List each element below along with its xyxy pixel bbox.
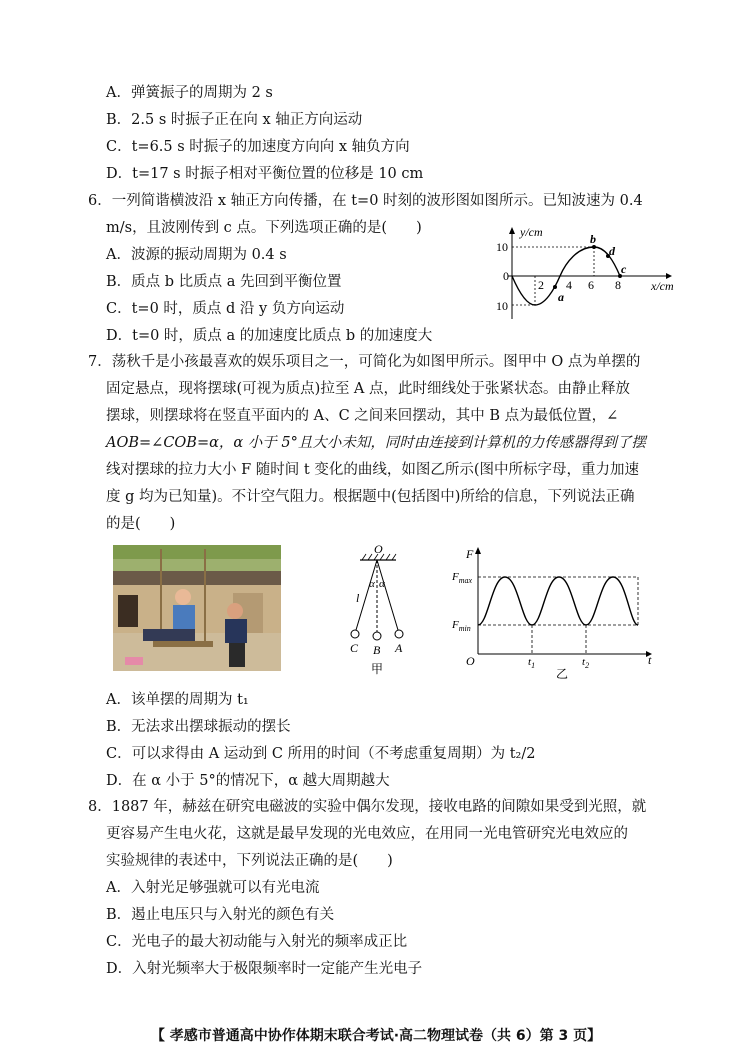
angle-alpha-right: α (379, 578, 385, 590)
q8-option-a: A．入射光足够强就可以有光电流 (106, 880, 320, 896)
q6-x-tick-4: 4 (566, 278, 572, 292)
q6-option-c: C．t=0 时，质点 d 沿 y 负方向运动 (106, 301, 345, 317)
q6-point-b: b (590, 232, 596, 246)
q8-option-c: C．光电子的最大初动能与入射光的频率成正比 (106, 934, 408, 950)
q7-stem-line6: 度 g 均为已知量)。不计空气阻力。根据题中(包括图中)所给的信息，下列说法正确 (106, 489, 635, 505)
q7-option-b: B．无法求出摆球振动的摆长 (106, 719, 291, 735)
q6-y-neg-label: 10 (496, 299, 508, 313)
q8-option-b: B．遏止电压只与入射光的颜色有关 (106, 907, 335, 923)
q7-option-c: C．可以求得由 A 运动到 C 所用的时间（不考虑重复周期）为 t₂/2 (106, 746, 536, 762)
force-time-graph (448, 540, 663, 682)
q7-stem-line1: 7．荡秋千是小孩最喜欢的娱乐项目之一，可简化为如图甲所示。图甲中 O 点为单摆的 (88, 354, 641, 370)
q5-option-d: D．t=17 s 时振子相对平衡位置的位移是 10 cm (106, 166, 424, 182)
fmax-label: F (452, 571, 459, 583)
t1-label: t (528, 656, 532, 668)
q6-point-d: d (609, 244, 615, 258)
fmin-label: F (452, 619, 459, 631)
q6-point-c: c (621, 262, 627, 276)
q7-stem-line4: AOB=∠COB=α，α 小于 5°且大小未知，同时由连接到计算机的力传感器得到了摆 (106, 435, 646, 451)
svg-text:Fmax (451, 571, 473, 585)
point-B-label: B (373, 643, 381, 657)
q7-stem-line5: 线对摆球的拉力大小 F 随时间 t 变化的曲线，如图乙所示(图中所标字母，重力加速 (106, 462, 639, 478)
length-l-label: l (356, 591, 360, 605)
svg-text:t1 (528, 656, 535, 670)
q6-x-axis-label: x/cm (651, 279, 674, 293)
q6-option-d: D．t=0 时，质点 a 的加速度比质点 b 的加速度大 (106, 328, 433, 344)
fmin-subscript: min (458, 624, 471, 633)
q6-option-b: B．质点 b 比质点 a 先回到平衡位置 (106, 274, 342, 290)
q7-option-a: A．该单摆的周期为 t₁ (106, 692, 249, 708)
q6-x-tick-6: 6 (588, 278, 594, 292)
q6-point-a: a (558, 290, 564, 304)
q8-stem-line1: 8．1887 年，赫兹在研究电磁波的实验中偶尔发现，接收电路的间隙如果受到光照，就 (88, 799, 647, 815)
q6-stem-line2: m/s，且波刚传到 c 点。下列选项正确的是( ) (106, 220, 422, 236)
t2-label: t (582, 656, 586, 668)
figure-jia-caption: 甲 (371, 662, 384, 676)
time-axis-label: t (648, 653, 652, 667)
q6-y-pos-label: 10 (496, 240, 508, 254)
q5-option-b: B．2.5 s 时振子正在向 x 轴正方向运动 (106, 112, 363, 128)
q6-stem-line1: 6．一列简谐横波沿 x 轴正方向传播，在 t=0 时刻的波形图如图所示。已知波速为 0.4 (88, 193, 643, 209)
q8-stem-line3: 实验规律的表述中，下列说法正确的是( ) (106, 853, 393, 869)
force-axis-label: F (466, 547, 474, 561)
pendulum-diagram (330, 540, 420, 680)
q6-option-a: A．波源的振动周期为 0.4 s (106, 247, 287, 263)
q8-stem-line2: 更容易产生电火花，这就是最早发现的光电效应，在用同一光电管研究光电效应的 (106, 826, 628, 842)
q5-option-c: C．t=6.5 s 时振子的加速度方向向 x 轴负方向 (106, 139, 410, 155)
q8-option-d: D．入射光频率大于极限频率时一定能产生光电子 (106, 961, 423, 977)
q6-x-tick-2: 2 (538, 278, 544, 292)
q5-option-a: A．弹簧振子的周期为 2 s (106, 85, 273, 101)
pivot-O-label: O (374, 542, 383, 556)
q7-option-d: D．在 α 小于 5°的情况下，α 越大周期越大 (106, 773, 390, 789)
figure-yi-caption: 乙 (556, 667, 569, 681)
q7-stem-line3: 摆球，则摆球将在竖直平面内的 A、C 之间来回摆动，其中 B 点为最低位置，∠ (106, 408, 619, 424)
fmax-subscript: max (458, 576, 473, 585)
q6-origin-label: 0 (503, 269, 509, 283)
q7-stem-line7: 的是( ) (106, 516, 176, 532)
force-curve (478, 577, 638, 625)
q6-x-tick-8: 8 (615, 278, 621, 292)
q7-stem-line2: 固定悬点，现将摆球(可视为质点)拉至 A 点，此时细线处于张紧状态。由静止释放 (106, 381, 631, 397)
svg-text:Fmin (451, 619, 471, 633)
point-A-label: A (395, 641, 403, 655)
swing-photo (113, 545, 281, 671)
page-footer: 【 孝感市普通高中协作体期末联合考试·高二物理试卷（共 6）第 3 页】 (150, 1028, 602, 1044)
q6-wave-graph (488, 224, 678, 324)
angle-alpha-left: α (369, 578, 375, 590)
point-C-label: C (350, 641, 359, 655)
t2-subscript: 2 (585, 661, 590, 670)
svg-text:t2 (582, 656, 589, 670)
t1-subscript: 1 (531, 661, 536, 670)
graph-origin-label: O (466, 654, 475, 668)
q6-y-axis-label: y/cm (520, 225, 543, 239)
